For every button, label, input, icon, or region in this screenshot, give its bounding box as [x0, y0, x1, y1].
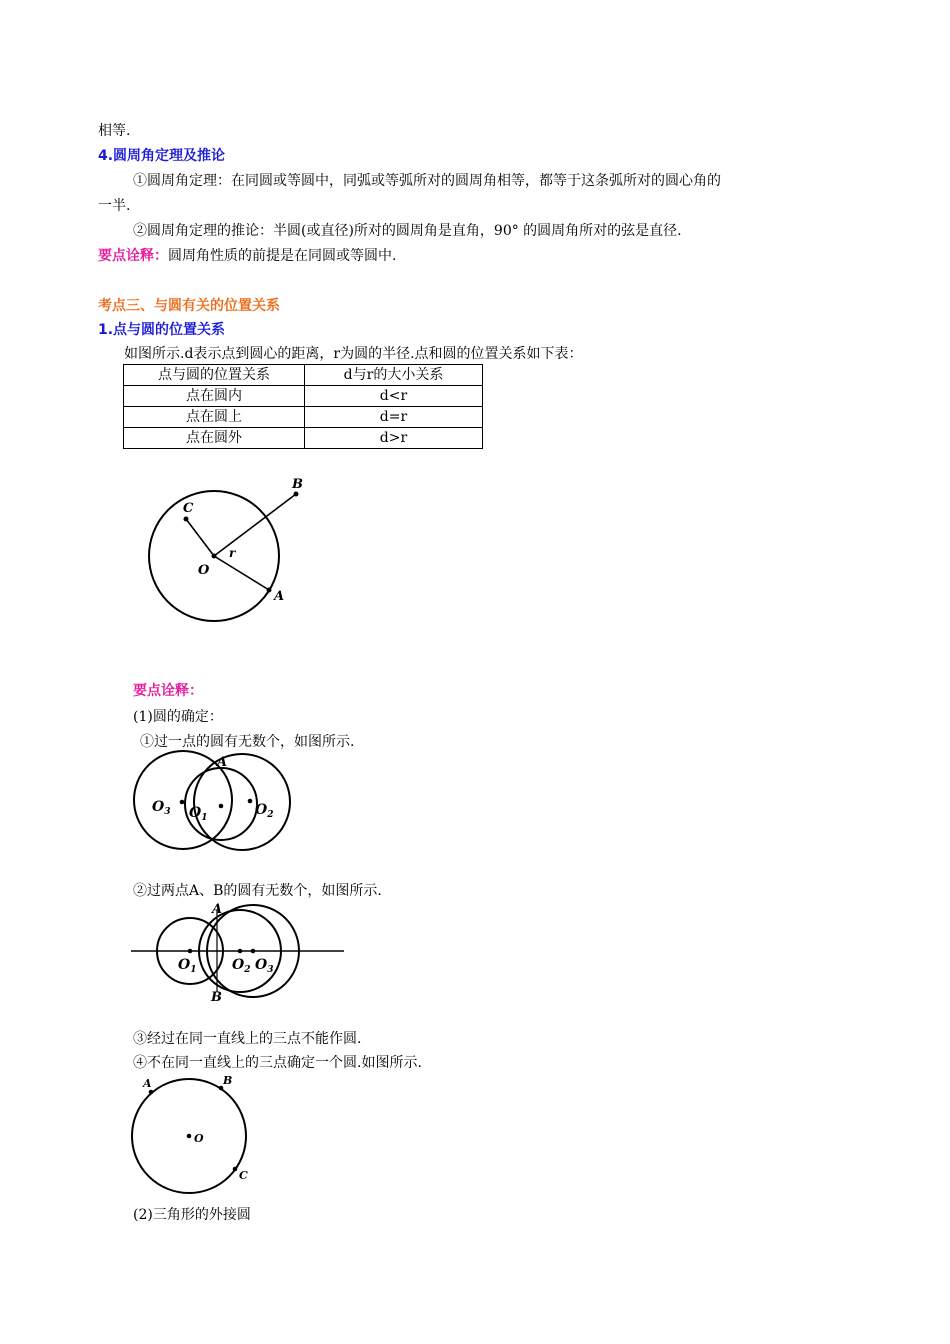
point-b — [294, 492, 299, 497]
point-o2 — [248, 799, 253, 804]
section-4-heading: 4.圆周角定理及推论 — [98, 148, 226, 164]
label-a: A — [212, 902, 223, 917]
label-o1: $O_1$ — [178, 957, 197, 975]
paragraph-tail: 相等. — [98, 123, 131, 139]
label-o1: $O_1$ — [189, 805, 208, 823]
label-o3: $O_3$ — [152, 799, 171, 817]
table-row — [124, 428, 483, 449]
point-a — [267, 588, 272, 593]
theorem-text-continued: 一半. — [98, 198, 131, 214]
segment-oc — [186, 519, 214, 556]
corollary-text: ②圆周角定理的推论：半圆(或直径)所对的圆周角是直角，90° 的圆周角所对的弦是直径. — [133, 223, 682, 239]
label-b: B — [211, 990, 222, 1005]
label-r: r — [229, 546, 236, 560]
one-point-circles-figure — [128, 748, 298, 856]
key-note-text: 圆周角性质的前提是在同圆或等圆中. — [168, 248, 397, 264]
section-3-heading: 考点三、与圆有关的位置关系 — [98, 298, 280, 314]
point-c — [184, 517, 189, 522]
label-c: C — [183, 501, 194, 516]
segment-ob — [214, 494, 296, 556]
key-note — [98, 245, 396, 265]
intro-text: 如图所示.d表示点到圆心的距离，r为圆的半径.点和圆的位置关系如下表： — [124, 346, 583, 362]
notes-item-2: (2)三角形的外接圆 — [133, 1207, 251, 1223]
point-o — [212, 554, 217, 559]
subsection-1-heading: 1.点与圆的位置关系 — [98, 322, 226, 338]
three-point-circle-figure — [128, 1072, 258, 1196]
table-cell: d=r — [305, 407, 483, 428]
label-b: B — [292, 477, 303, 492]
circle-o2 — [194, 754, 290, 850]
table-row — [124, 386, 483, 407]
label-a: A — [274, 589, 285, 604]
table-cell: 点在圆内 — [124, 386, 305, 407]
table-header-row — [124, 365, 483, 386]
label-a: A — [217, 755, 228, 770]
notes-item-1: (1)圆的确定： — [133, 709, 223, 725]
point-o2 — [238, 949, 243, 954]
point-o3 — [251, 949, 256, 954]
relation-table — [123, 364, 483, 449]
point-o1 — [188, 949, 193, 954]
table-cell: d>r — [305, 428, 483, 449]
label-o: O — [198, 563, 210, 578]
label-o: O — [194, 1132, 204, 1145]
table-cell: 点在圆上 — [124, 407, 305, 428]
notes-item-1b: ②过两点A、B的圆有无数个，如图所示. — [133, 883, 382, 899]
point-c — [233, 1167, 238, 1172]
theorem-text: ①圆周角定理：在同圆或等圆中，同弧或等弧所对的圆周角相等，都等于这条弧所对的圆心角的 — [133, 173, 721, 189]
notes-label: 要点诠释： — [133, 683, 203, 699]
table-row — [124, 407, 483, 428]
label-o2: $O_2$ — [255, 802, 274, 820]
label-b: B — [223, 1074, 233, 1087]
segment-oa — [214, 556, 269, 590]
notes-item-1a: ①过一点的圆有无数个，如图所示. — [140, 734, 355, 750]
notes-item-1c: ③经过在同一直线上的三点不能作圆. — [133, 1031, 362, 1047]
label-a: A — [143, 1077, 152, 1090]
label-c: C — [239, 1169, 248, 1182]
point-circle-figure — [140, 470, 320, 630]
point-o3 — [180, 800, 185, 805]
table-cell: d<r — [305, 386, 483, 407]
two-point-circles-figure — [128, 898, 348, 1006]
table-header: 点与圆的位置关系 — [124, 365, 305, 386]
label-o2: $O_2$ — [232, 957, 251, 975]
point-o1 — [219, 804, 224, 809]
notes-item-1d: ④不在同一直线上的三点确定一个圆.如图所示. — [133, 1055, 422, 1071]
label-o3: $O_3$ — [255, 957, 274, 975]
point-a — [149, 1090, 154, 1095]
table-header: d与r的大小关系 — [305, 365, 483, 386]
table-cell: 点在圆外 — [124, 428, 305, 449]
key-note-label: 要点诠释： — [98, 248, 168, 264]
point-o — [187, 1134, 192, 1139]
